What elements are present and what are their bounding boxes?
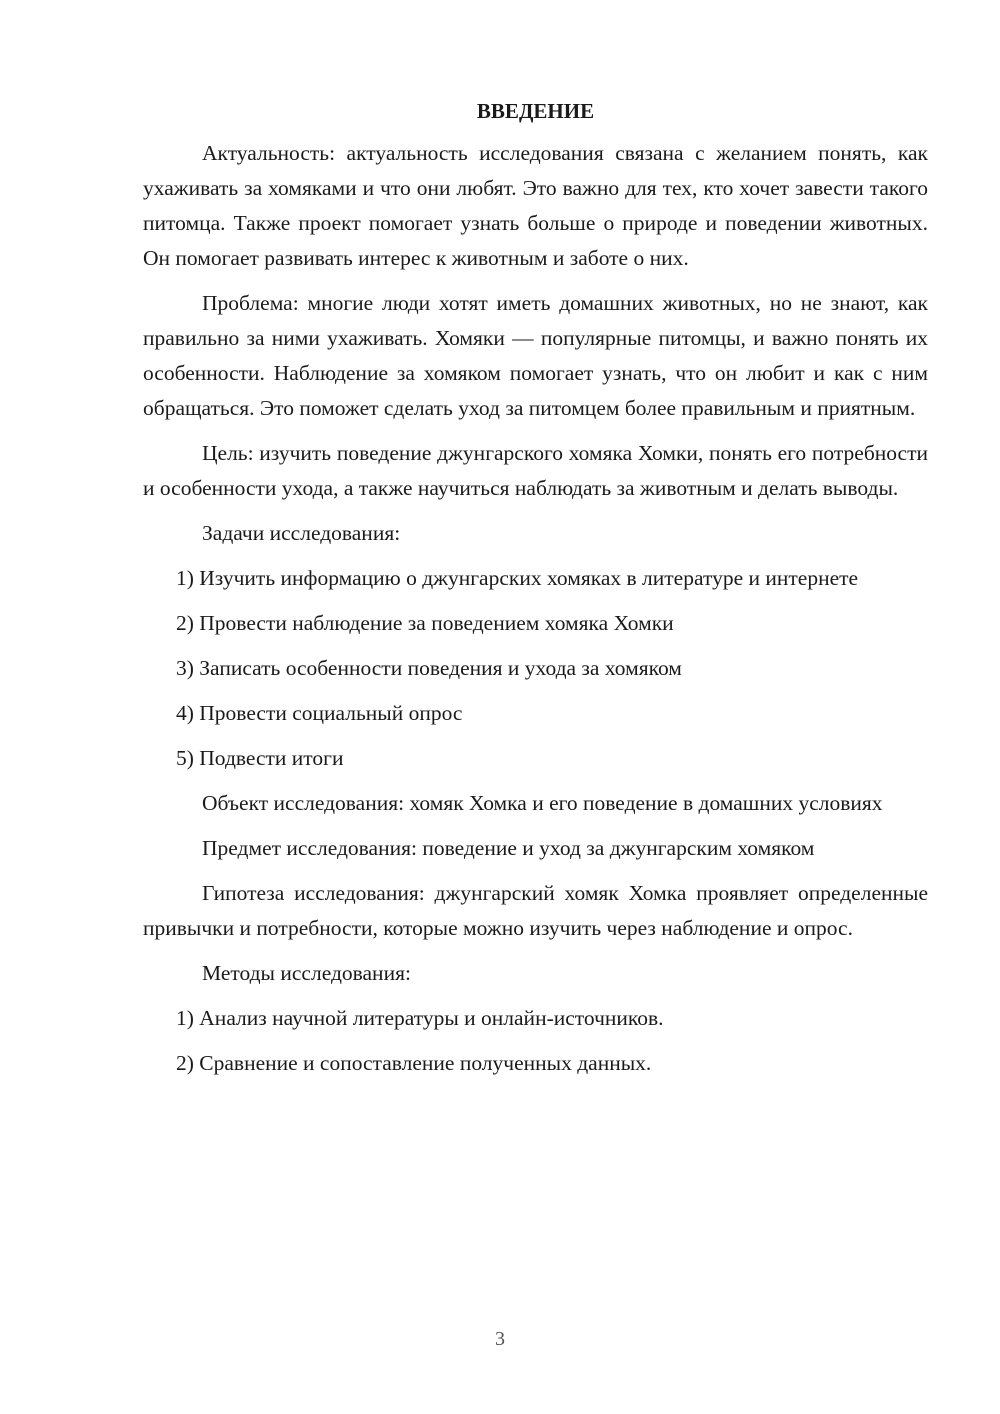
object-paragraph: Объект исследования: хомяк Хомка и его поведение в домашних условиях	[202, 791, 883, 815]
task-item: 2) Провести наблюдение за поведением хомяка Хомки	[176, 611, 674, 635]
page-number: 3	[495, 1328, 505, 1350]
method-item: 2) Сравнение и сопоставление полученных данных.	[176, 1051, 652, 1075]
task-item: 1) Изучить информацию о джунгарских хомяках в литературе и интернете	[176, 566, 859, 590]
task-item: 5) Подвести итоги	[176, 746, 344, 770]
method-item: 1) Анализ научной литературы и онлайн-источников.	[176, 1006, 664, 1030]
problem-paragraph: Проблема: многие люди хотят иметь домашних животных, но не знают, как правильно за ними ухаживать. Хомяки — популярные питомцы, и важно понять их особенности. Наблюдение за хомяком помогает узнать, что он любит и как с ним обращаться. Это поможет сделать уход за питомцем более правильным и приятным.	[143, 291, 928, 420]
hypothesis-paragraph: Гипотеза исследования: джунгарский хомяк Хомка проявляет определенные привычки и потребности, которые можно изучить через наблюдение и опрос.	[143, 881, 928, 940]
relevance-paragraph: Актуальность: актуальность исследования связана с желанием понять, как ухаживать за хомяками и что они любят. Это важно для тех, кто хочет завести такого питомца. Также проект помогает узнать больше о природе и поведении животных. Он помогает развивать интерес к животным и заботе о них.	[143, 141, 928, 270]
methods-heading: Методы исследования:	[202, 961, 411, 985]
task-item: 3) Записать особенности поведения и ухода за хомяком	[176, 656, 682, 680]
section-title: ВВЕДЕНИЕ	[476, 99, 595, 123]
tasks-heading: Задачи исследования:	[202, 521, 401, 545]
document-page	[143, 96, 928, 1091]
goal-paragraph: Цель: изучить поведение джунгарского хомяка Хомки, понять его потребности и особенности ухода, а также научиться наблюдать за животным и делать выводы.	[143, 441, 928, 500]
subject-paragraph: Предмет исследования: поведение и уход за джунгарским хомяком	[202, 836, 815, 860]
task-item: 4) Провести социальный опрос	[176, 701, 463, 725]
